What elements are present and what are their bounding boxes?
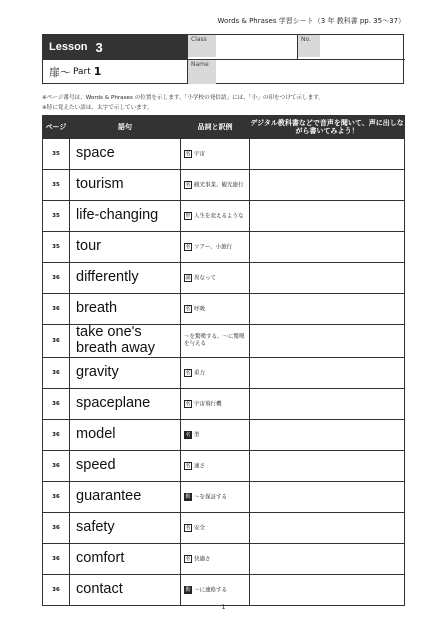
practice-writing-cell[interactable] — [250, 139, 405, 170]
column-header-page: ページ — [43, 116, 70, 139]
row-meaning-cell — [181, 201, 250, 232]
practice-writing-cell[interactable] — [250, 512, 405, 543]
table-row — [43, 450, 405, 481]
row-meaning-cell — [181, 574, 250, 605]
row-meaning-cell — [181, 450, 250, 481]
row-meaning-cell — [181, 419, 250, 450]
row-word: comfort — [70, 543, 181, 574]
lesson-number: 3 — [95, 39, 103, 55]
part-of-speech-mark: 動 — [185, 493, 191, 500]
table-row — [43, 139, 405, 170]
row-meaning-cell — [181, 263, 250, 294]
part-of-speech-mark: 名 — [185, 462, 191, 469]
row-meaning-cell — [181, 170, 250, 201]
table-row — [43, 388, 405, 419]
table-row — [43, 232, 405, 263]
practice-writing-cell[interactable] — [250, 574, 405, 605]
vocabulary-table — [42, 115, 405, 606]
table-row — [43, 201, 405, 232]
part-number: 1 — [93, 65, 102, 78]
table-row — [43, 325, 405, 358]
part-of-speech-mark: 名 — [185, 369, 191, 376]
part-of-speech-mark: 動 — [185, 586, 191, 593]
row-meaning: 宇宙飛行機 — [194, 401, 222, 408]
table-row — [43, 574, 405, 605]
part-of-speech-mark: 形 — [185, 212, 191, 219]
table-row — [43, 481, 405, 512]
row-meaning-cell — [181, 481, 250, 512]
row-page: 36 — [43, 263, 70, 294]
practice-writing-cell[interactable] — [250, 263, 405, 294]
lesson-label: Lesson — [49, 41, 88, 53]
table-header-row — [43, 116, 405, 139]
row-page: 35 — [43, 232, 70, 263]
part-of-speech-mark: 名 — [185, 305, 191, 312]
row-page: 35 — [43, 139, 70, 170]
page-number: 1 — [221, 604, 226, 611]
number-label: No. — [298, 35, 320, 57]
part-title: 扉〜 — [49, 65, 71, 79]
practice-writing-cell[interactable] — [250, 357, 405, 388]
practice-writing-cell[interactable] — [250, 232, 405, 263]
row-meaning: 安全 — [194, 525, 206, 532]
part-of-speech-mark: 名 — [185, 431, 191, 438]
note-line-1: ※ページ番号は、Words & Phrases の位置を示します。「小学校の発信語」には、「小」の印をつけて示します。 — [42, 95, 324, 101]
part-of-speech-mark: 名 — [185, 400, 191, 407]
practice-writing-cell[interactable] — [250, 201, 405, 232]
practice-writing-cell[interactable] — [250, 419, 405, 450]
lesson-header — [42, 34, 404, 84]
practice-writing-cell[interactable] — [250, 170, 405, 201]
table-row — [43, 419, 405, 450]
number-field[interactable] — [297, 35, 405, 59]
row-meaning: 呼吸 — [194, 306, 206, 313]
table-row — [43, 543, 405, 574]
row-meaning: 〜を保証する — [194, 494, 228, 501]
part-of-speech-mark: 名 — [185, 150, 191, 157]
part-label: Part — [73, 66, 91, 77]
row-word: tour — [70, 232, 181, 263]
row-meaning: 重力 — [194, 370, 206, 377]
row-page: 36 — [43, 450, 70, 481]
row-meaning: 〜を驚嘆する、〜に驚嘆を与える — [184, 333, 245, 347]
row-page: 36 — [43, 543, 70, 574]
row-meaning-cell — [181, 388, 250, 419]
practice-writing-cell[interactable] — [250, 481, 405, 512]
table-row — [43, 263, 405, 294]
row-meaning-cell — [181, 325, 250, 358]
row-word: guarantee — [70, 481, 181, 512]
row-page: 36 — [43, 388, 70, 419]
row-word: life-changing — [70, 201, 181, 232]
lesson-title-box — [43, 35, 187, 59]
row-page: 36 — [43, 357, 70, 388]
row-word: spaceplane — [70, 388, 181, 419]
row-page: 36 — [43, 512, 70, 543]
row-meaning: 観光事業、観光旅行 — [194, 182, 244, 189]
row-page: 35 — [43, 201, 70, 232]
class-label: Class — [188, 35, 216, 57]
row-page: 36 — [43, 481, 70, 512]
row-word: contact — [70, 574, 181, 605]
row-word: take one's breath away — [70, 325, 181, 358]
name-label: Name — [188, 60, 216, 84]
name-field[interactable] — [187, 59, 405, 84]
row-meaning: 異なって — [194, 275, 217, 282]
table-row — [43, 170, 405, 201]
row-meaning: ツアー、小旅行 — [194, 244, 233, 251]
part-of-speech-mark: 名 — [185, 181, 191, 188]
row-meaning-cell — [181, 232, 250, 263]
practice-writing-cell[interactable] — [250, 388, 405, 419]
row-word: gravity — [70, 357, 181, 388]
part-of-speech-mark: 名 — [185, 524, 191, 531]
row-meaning: 型 — [194, 432, 200, 439]
part-of-speech-mark: 名 — [185, 555, 191, 562]
row-meaning-cell — [181, 543, 250, 574]
row-meaning: 人生を変えるような — [194, 213, 244, 220]
row-page: 35 — [43, 170, 70, 201]
row-page: 36 — [43, 419, 70, 450]
column-header-meaning: 品詞と訳例 — [181, 116, 250, 139]
note-line-2: ※特に覚えたい語は、太字で示しています。 — [42, 105, 153, 111]
practice-writing-cell[interactable] — [250, 450, 405, 481]
row-meaning-cell — [181, 512, 250, 543]
part-of-speech-mark: 名 — [185, 243, 191, 250]
row-meaning: 速さ — [194, 463, 206, 470]
row-page: 36 — [43, 574, 70, 605]
practice-writing-cell[interactable] — [250, 294, 405, 325]
table-row — [43, 512, 405, 543]
row-word: tourism — [70, 170, 181, 201]
row-word: breath — [70, 294, 181, 325]
sheet-title: Words & Phrases 学習シート（3 年 教科書 pp. 35〜37） — [217, 17, 405, 25]
practice-writing-cell[interactable] — [250, 325, 405, 358]
row-word: space — [70, 139, 181, 170]
part-title-box — [43, 59, 187, 84]
row-meaning-cell — [181, 357, 250, 388]
row-word: differently — [70, 263, 181, 294]
class-field[interactable] — [187, 35, 297, 59]
practice-writing-cell[interactable] — [250, 543, 405, 574]
row-meaning: 〜に連絡する — [194, 587, 228, 594]
row-page: 36 — [43, 325, 70, 358]
row-meaning: 快適さ — [194, 556, 211, 563]
row-meaning-cell — [181, 294, 250, 325]
column-header-practice: デジタル教科書などで音声を聞いて、声に出しながら書いてみよう！ — [250, 116, 405, 139]
part-of-speech-mark: 副 — [185, 274, 191, 281]
table-row — [43, 294, 405, 325]
row-word: speed — [70, 450, 181, 481]
row-word: model — [70, 419, 181, 450]
row-meaning: 宇宙 — [194, 151, 206, 158]
row-page: 36 — [43, 294, 70, 325]
row-word: safety — [70, 512, 181, 543]
row-meaning-cell — [181, 139, 250, 170]
table-row — [43, 357, 405, 388]
column-header-word: 語句 — [70, 116, 181, 139]
